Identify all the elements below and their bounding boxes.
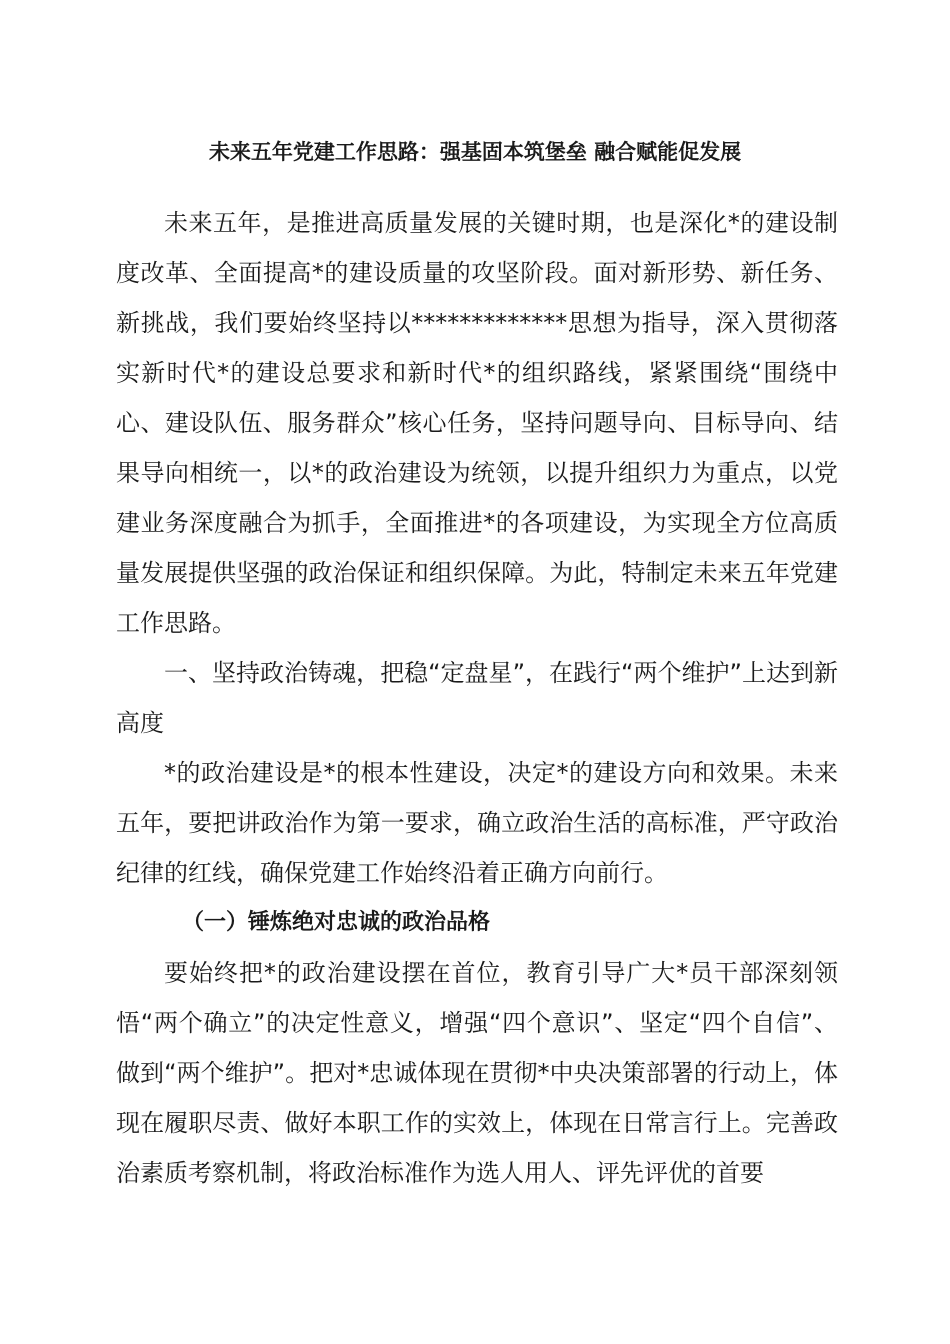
section-heading-1: 一、坚持政治铸魂，把稳“定盘星”，在践行“两个维护”上达到新高度 bbox=[116, 659, 838, 737]
document-body bbox=[116, 198, 838, 1198]
subsection-1-paragraph: 要始终把*的政治建设摆在首位，教育引导广大*员干部深刻领悟“两个确立”的决定性意义，增强“四个意识”、坚定“四个自信”、做到“两个维护”。把对*忠诚体现在贯彻*中央决策部署的行动上，体现在履职尽责、做好本职工作的实效上，体现在日常言行上。完善政治素质考察机制，将政治标准作为选人用人、评先评优的首要 bbox=[116, 959, 838, 1187]
subheading-1: （一）锤炼绝对忠诚的政治品格 bbox=[182, 910, 491, 935]
section-1-paragraph: *的政治建设是*的根本性建设，决定*的建设方向和效果。未来五年，要把讲政治作为第一要求，确立政治生活的高标准，严守政治纪律的红线，确保党建工作始终沿着正确方向前行。 bbox=[116, 759, 838, 887]
intro-paragraph: 未来五年，是推进高质量发展的关键时期，也是深化*的建设制度改革、全面提高*的建设质量的攻坚阶段。面对新形势、新任务、新挑战，我们要始终坚持以*************思想为指导，深入贯彻落实新时代*的建设总要求和新时代*的组织路线，紧紧围绕“围绕中心、建设队伍、服务群众”核心任务，坚持问题导向、目标导向、结果导向相统一，以*的政治建设为统领，以提升组织力为重点，以党建业务深度融合为抓手，全面推进*的各项建设，为实现全方位高质量发展提供坚强的政治保证和组织保障。为此，特制定未来五年党建工作思路。 bbox=[116, 209, 838, 637]
document-title: 未来五年党建工作思路：强基固本筑堡垒 融合赋能促发展 bbox=[208, 140, 742, 164]
